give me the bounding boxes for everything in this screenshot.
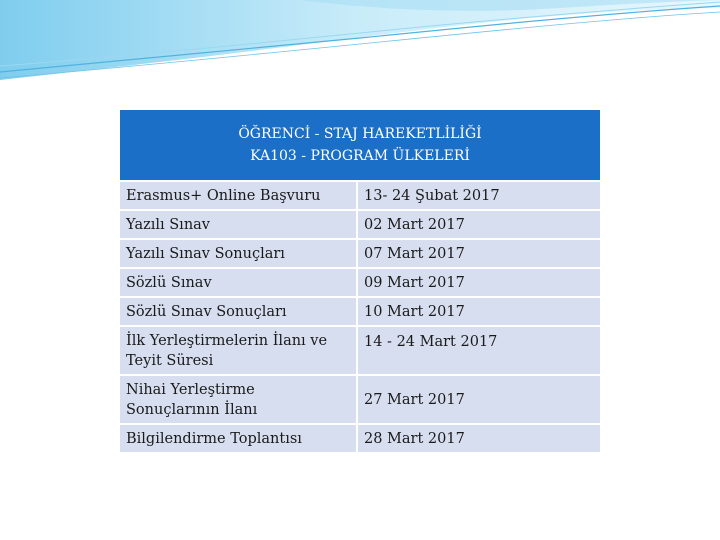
event-cell: İlk Yerleştirmelerin İlanı ve Teyit Süresi bbox=[120, 327, 358, 376]
date-cell: 07 Mart 2017 bbox=[358, 240, 600, 269]
event-cell: Sözlü Sınav bbox=[120, 269, 358, 298]
date-cell: 14 - 24 Mart 2017 bbox=[358, 327, 600, 376]
table-row bbox=[120, 240, 600, 269]
table-row bbox=[120, 376, 600, 425]
date-cell: 27 Mart 2017 bbox=[358, 376, 600, 425]
table-row bbox=[120, 269, 600, 298]
event-cell: Yazılı Sınav Sonuçları bbox=[120, 240, 358, 269]
schedule-table-container bbox=[120, 110, 600, 454]
date-cell: 10 Mart 2017 bbox=[358, 298, 600, 327]
table-row bbox=[120, 182, 600, 211]
decorative-wave bbox=[0, 0, 720, 90]
event-cell: Erasmus+ Online Başvuru bbox=[120, 182, 358, 211]
date-cell: 28 Mart 2017 bbox=[358, 425, 600, 454]
header-title-line1: ÖĞRENCİ - STAJ HAREKETLİLİĞİ bbox=[238, 126, 482, 142]
table-row bbox=[120, 298, 600, 327]
table-row bbox=[120, 327, 600, 376]
event-cell: Bilgilendirme Toplantısı bbox=[120, 425, 358, 454]
table-header bbox=[120, 110, 600, 180]
header-title-line2: KA103 - PROGRAM ÜLKELERİ bbox=[250, 148, 470, 164]
table-row bbox=[120, 425, 600, 454]
schedule-table bbox=[120, 182, 600, 454]
date-cell: 13- 24 Şubat 2017 bbox=[358, 182, 600, 211]
date-cell: 09 Mart 2017 bbox=[358, 269, 600, 298]
event-cell: Nihai Yerleştirme Sonuçlarının İlanı bbox=[120, 376, 358, 425]
event-cell: Sözlü Sınav Sonuçları bbox=[120, 298, 358, 327]
date-cell: 02 Mart 2017 bbox=[358, 211, 600, 240]
table-row bbox=[120, 211, 600, 240]
event-cell: Yazılı Sınav bbox=[120, 211, 358, 240]
